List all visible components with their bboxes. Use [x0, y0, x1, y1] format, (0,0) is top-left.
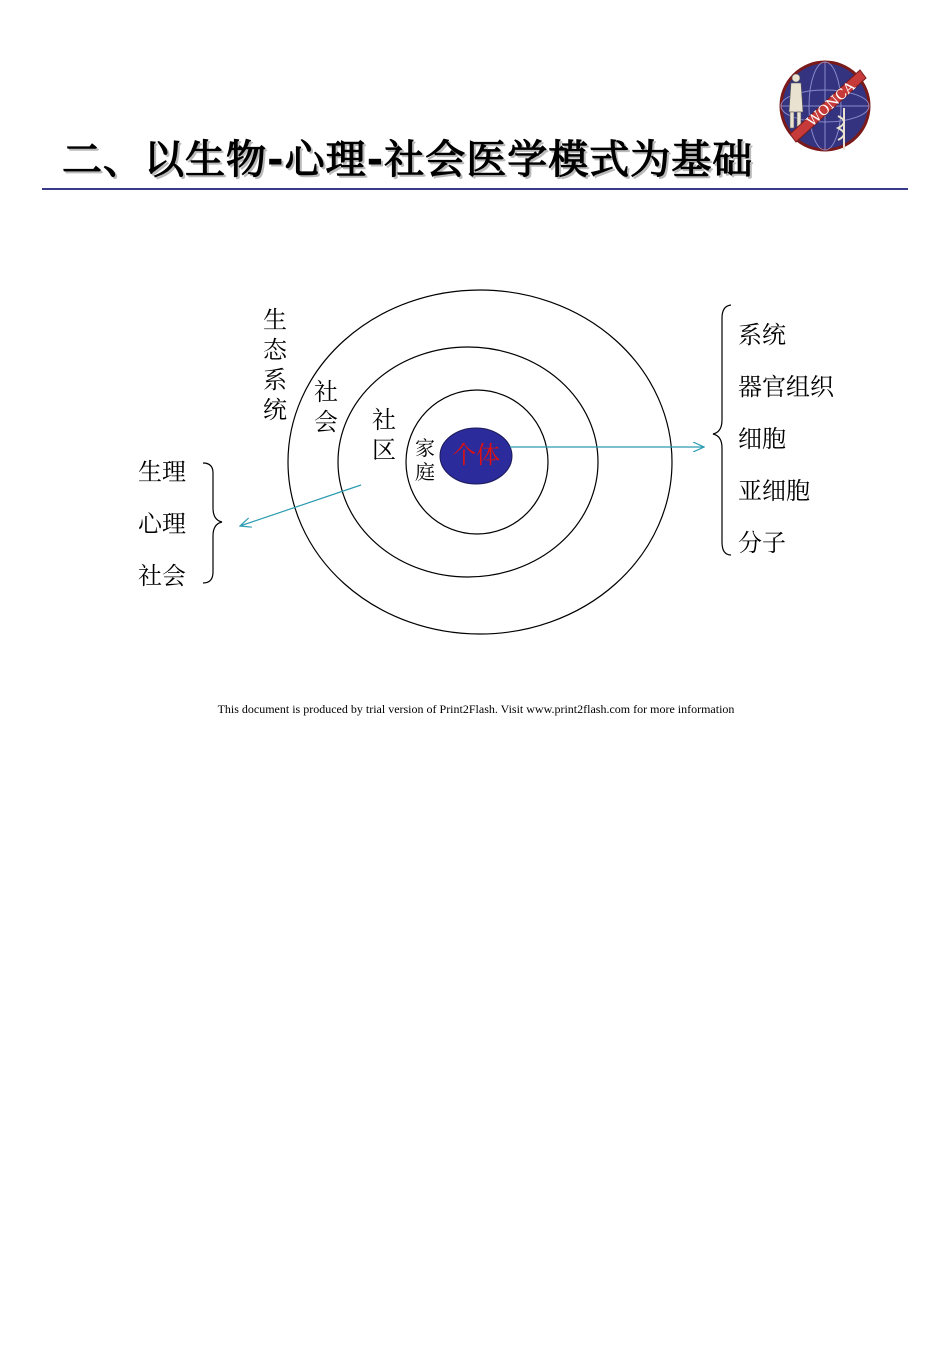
- label-society: 社会: [314, 378, 338, 436]
- right-list-item: 细胞: [738, 425, 786, 453]
- right-list-item: 器官组织: [738, 373, 834, 401]
- right-list-item: 亚细胞: [738, 477, 810, 505]
- label-family: 家庭: [415, 436, 435, 484]
- label-ecosystem: 生态系统: [263, 306, 287, 424]
- label-community: 社区: [372, 406, 396, 464]
- label-individual: 个体: [452, 441, 500, 469]
- page-title: 二、以生物-心理-社会医学模式为基础: [62, 137, 754, 183]
- trial-footer-note: This document is produced by trial version of Print2Flash. Visit www.print2flash.com for more information: [217, 702, 735, 716]
- left-brace: [203, 463, 222, 583]
- arrow-to-left-list: [240, 485, 361, 526]
- logo-text: WONCA: [803, 78, 859, 131]
- right-list-item: 系统: [738, 321, 786, 349]
- left-list-item: 心理: [138, 510, 186, 538]
- left-list-item: 社会: [138, 562, 186, 590]
- right-brace: [713, 305, 731, 555]
- left-list-item: 生理: [138, 458, 186, 486]
- right-list-item: 分子: [738, 529, 786, 557]
